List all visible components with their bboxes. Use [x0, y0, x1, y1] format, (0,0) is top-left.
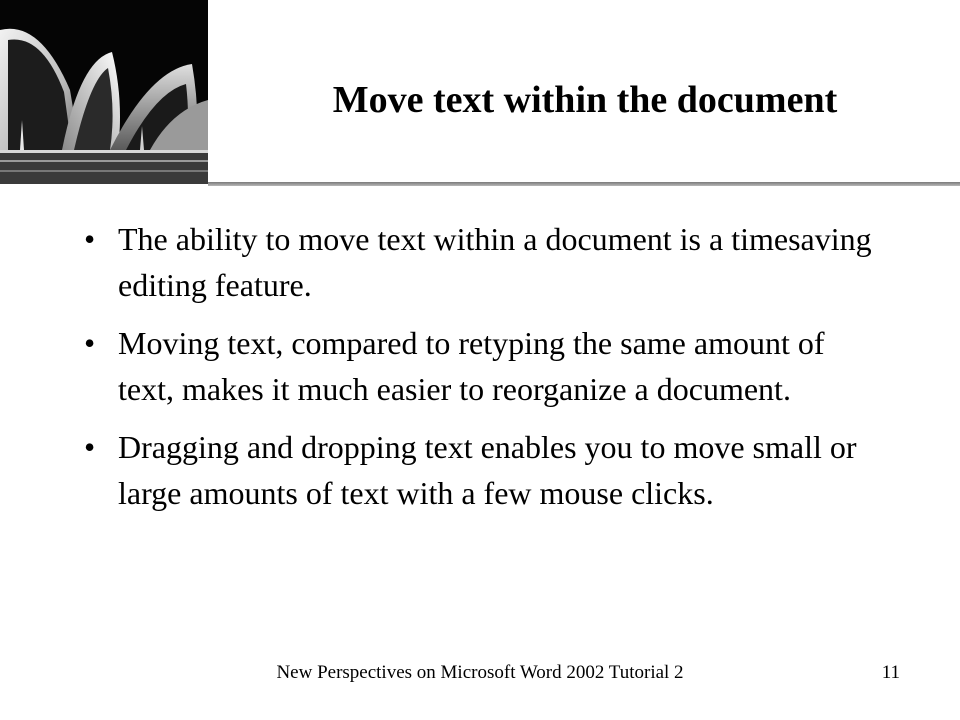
bullet-item [80, 216, 880, 308]
bullet-dot: • [84, 429, 96, 465]
slide-footer: New Perspectives on Microsoft Word 2002 Tutorial 2 [276, 662, 684, 683]
slide-title: Move text within the document [332, 79, 838, 121]
bullet-list [80, 216, 880, 528]
corner-photo [0, 0, 208, 184]
slide-number: 11 [881, 662, 900, 683]
bullet-text: The ability to move text within a document is a timesaving editing feature. [118, 221, 872, 303]
bullet-text: Moving text, compared to retyping the same amount of text, makes it much easier to reorganize a document. [118, 325, 825, 407]
bullet-item [80, 424, 880, 516]
bullet-text: Dragging and dropping text enables you to move small or large amounts of text with a few mouse clicks. [118, 429, 857, 511]
bullet-dot: • [84, 221, 96, 257]
bullet-dot: • [84, 325, 96, 361]
bullet-item [80, 320, 880, 412]
title-divider [208, 182, 960, 186]
